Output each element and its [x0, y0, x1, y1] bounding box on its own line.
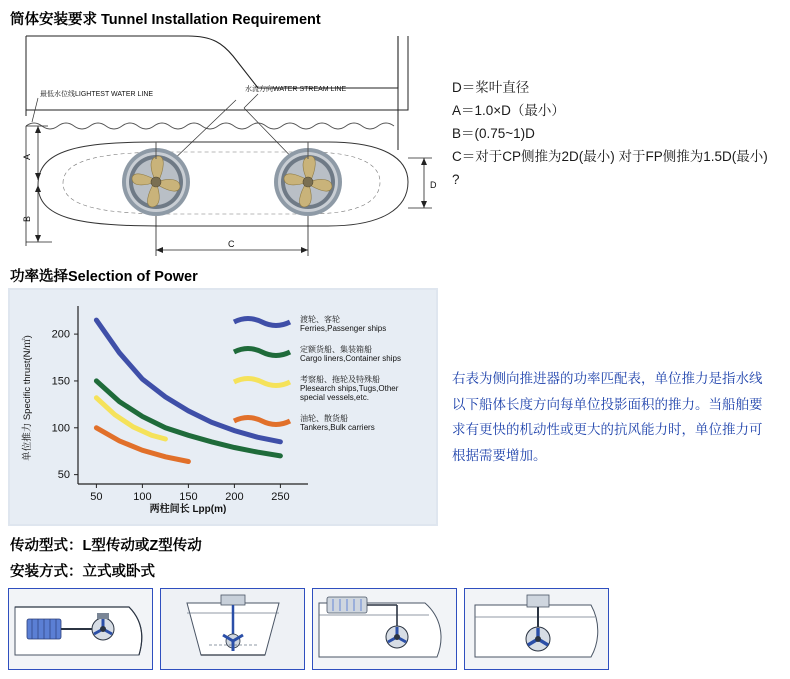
chart-x-tick: 200 [225, 491, 244, 503]
chart-y-tick: 100 [51, 422, 70, 435]
chart-x-tick: 50 [90, 491, 103, 503]
spec-item-d: D＝桨叶直径 [452, 80, 530, 95]
drive-type-title: 传动型式：L型传动或Z型传动 [10, 538, 202, 554]
chart-y-axis-label: 单位推力 Specific thrust(N/㎡) [22, 335, 33, 461]
chart-y-tick: 50 [57, 469, 70, 482]
legend-label-en: Tankers,Bulk carriers [300, 423, 375, 432]
tunnel-installation-diagram [8, 30, 438, 260]
spec-item-a: A＝1.0×D（最小） [452, 102, 565, 118]
specific-thrust-chart [8, 288, 438, 526]
legend-label-en: Cargo liners,Container ships [300, 354, 401, 363]
spec-item-b: B＝(0.75~1)D [452, 125, 535, 141]
legend-label-cn: 考察船、拖轮及特殊船 [300, 375, 380, 384]
spec-item-extra: ? [452, 171, 460, 187]
thumbnail-horizontal-l-drive-bow[interactable] [8, 588, 153, 670]
spec-item-c: C＝对于CP侧推为2D(最小) 对于FP侧推为1.5D(最小) [452, 148, 768, 164]
lightest-water-line-label: 最低水位线LIGHTEST WATER LINE [40, 91, 154, 98]
tunnel-section-title: 筒体安装要求 Tunnel Installation Requirement [10, 12, 321, 28]
mounting-type-title: 安装方式：立式或卧式 [10, 564, 155, 580]
legend-label-en: Ferries,Passenger ships [300, 324, 387, 333]
power-section-title: 功率选择Selection of Power [10, 269, 198, 285]
chart-y-tick: 200 [51, 328, 70, 341]
chart-x-axis-label: 两柱间长 Lpp(m) [149, 504, 227, 515]
dim-b-label: B [22, 215, 32, 222]
installation-thumbnail-strip [8, 588, 783, 673]
thumbnail-horizontal-drive-hull[interactable] [312, 588, 457, 670]
power-selection-note: 右表为侧向推进器的功率匹配表，单位推力是指水线以下船体长度方向每单位投影面积的推力。当船舶要求有更快的机动性或更大的抗风能力时，单位推力可根据需要增加。 [452, 371, 763, 463]
dim-d-label: D [430, 180, 437, 190]
chart-x-tick: 100 [133, 491, 152, 503]
legend-label-cn: 渡轮、客轮 [300, 315, 340, 324]
legend-label-en2: special vessels,etc. [300, 393, 369, 402]
dim-a-label: A [22, 153, 32, 160]
dim-c-label: C [228, 239, 235, 249]
legend-label-cn: 定额货船、集装箱船 [300, 345, 372, 354]
chart-y-tick: 150 [51, 375, 70, 388]
tunnel-spec-list [452, 78, 782, 193]
legend-label-cn: 油轮、散货船 [300, 414, 348, 423]
thumbnail-vertical-drive-hull[interactable] [464, 588, 609, 670]
thumbnail-vertical-z-drive-section[interactable] [160, 588, 305, 670]
legend-label-en: Plesearch ships,Tugs,Other [300, 384, 399, 393]
water-stream-line-label: 水流方向WATER STREAM LINE [245, 86, 347, 93]
chart-x-tick: 150 [179, 491, 198, 503]
thruster-unit-1 [122, 142, 190, 216]
chart-x-tick: 250 [271, 491, 290, 503]
